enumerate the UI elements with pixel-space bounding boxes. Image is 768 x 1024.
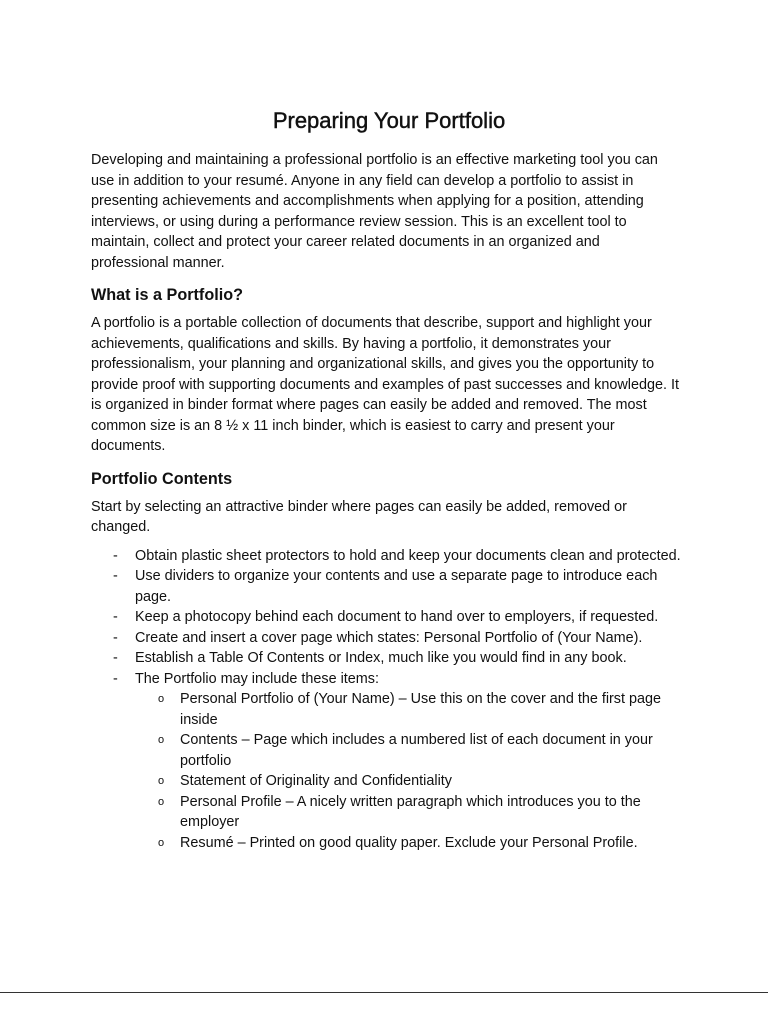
circle-bullet-icon: o <box>158 795 165 808</box>
circle-bullet-icon: o <box>158 693 165 705</box>
portfolio-items-sublist <box>135 689 681 853</box>
dash-bullet: - <box>113 547 118 564</box>
dash-bullet: - <box>113 670 118 687</box>
list-item: - Establish a Table Of Contents or Index, much like you would find in any book. <box>91 648 681 669</box>
sub-list-item: o Personal Portfolio of (Your Name) – Use this on the cover and the first page inside <box>158 691 662 728</box>
sub-list-item: o Personal Profile – A nicely written paragraph which introduces you to the employer <box>158 793 641 830</box>
circle-bullet-icon: o <box>158 734 165 746</box>
dash-bullet: - <box>113 568 118 584</box>
contents-bullet-list <box>91 546 681 854</box>
intro-paragraph: Developing and maintaining a professional portfolio is an effective marketing tool you can use in addition to your resumé. Anyone in any field can develop a portfolio to assist in presenting achievements and accomplishments when applying for a position, attending interviews, or using during a performance review session. This is an excellent tool to maintain, collect and protect your career related documents in an organized and professional manner. <box>91 152 658 271</box>
section-body-what-is-portfolio: A portfolio is a portable collection of documents that describe, support and highlight your achievements, qualifications and skills. By having a portfolio, it demonstrates your professionalism, your planning and organizational skills, and gives you the opportunity to provide proof with supporting documents and examples of past successes and knowledge. It is organized in binder format where pages can easily be added and removed. The most common size is an 8 ½ x 11 inch binder, which is easiest to carry and present your documents. <box>91 315 679 454</box>
sub-list-item: o Resumé – Printed on good quality paper. Exclude your Personal Profile. <box>135 833 681 854</box>
section-body-portfolio-contents: Start by selecting an attractive binder where pages can easily be added, removed or changed. <box>91 498 627 535</box>
dash-bullet: - <box>113 629 118 646</box>
sub-list-item: o Contents – Page which includes a numbered list of each document in your portfolio <box>158 732 653 769</box>
page-title: Preparing Your Portfolio <box>272 108 506 133</box>
circle-bullet-icon: o <box>158 775 165 787</box>
dash-bullet: - <box>113 650 118 666</box>
circle-bullet-icon: o <box>158 836 165 849</box>
list-item: - Use dividers to organize your contents and use a separate page to introduce each page. <box>113 568 658 605</box>
list-item: - Keep a photocopy behind each document to hand over to employers, if requested. <box>91 607 681 628</box>
page-bottom-divider <box>0 992 768 993</box>
dash-bullet: - <box>113 609 118 625</box>
document-page <box>91 108 681 853</box>
section-heading-what-is-portfolio: What is a Portfolio? <box>91 286 243 304</box>
sub-list-item: o Statement of Originality and Confidentiality <box>135 771 681 792</box>
list-item: - Create and insert a cover page which states: Personal Portfolio of (Your Name). <box>91 628 681 649</box>
section-heading-portfolio-contents: Portfolio Contents <box>91 469 233 488</box>
list-item: - Obtain plastic sheet protectors to hold and keep your documents clean and protected. <box>91 546 681 567</box>
list-item: - The Portfolio may include these items: o Personal Portfolio of (Your Name) – Use this on the cover and the first page inside o Contents – Page which includes a numbered list of each document in your portfolio o Statement of Originality and Confidentiality o Personal Profile – A nicely written paragraph which introduces you to the employer o Resumé – Printed on good quality paper. Exclude your Personal Profile. <box>91 669 681 854</box>
